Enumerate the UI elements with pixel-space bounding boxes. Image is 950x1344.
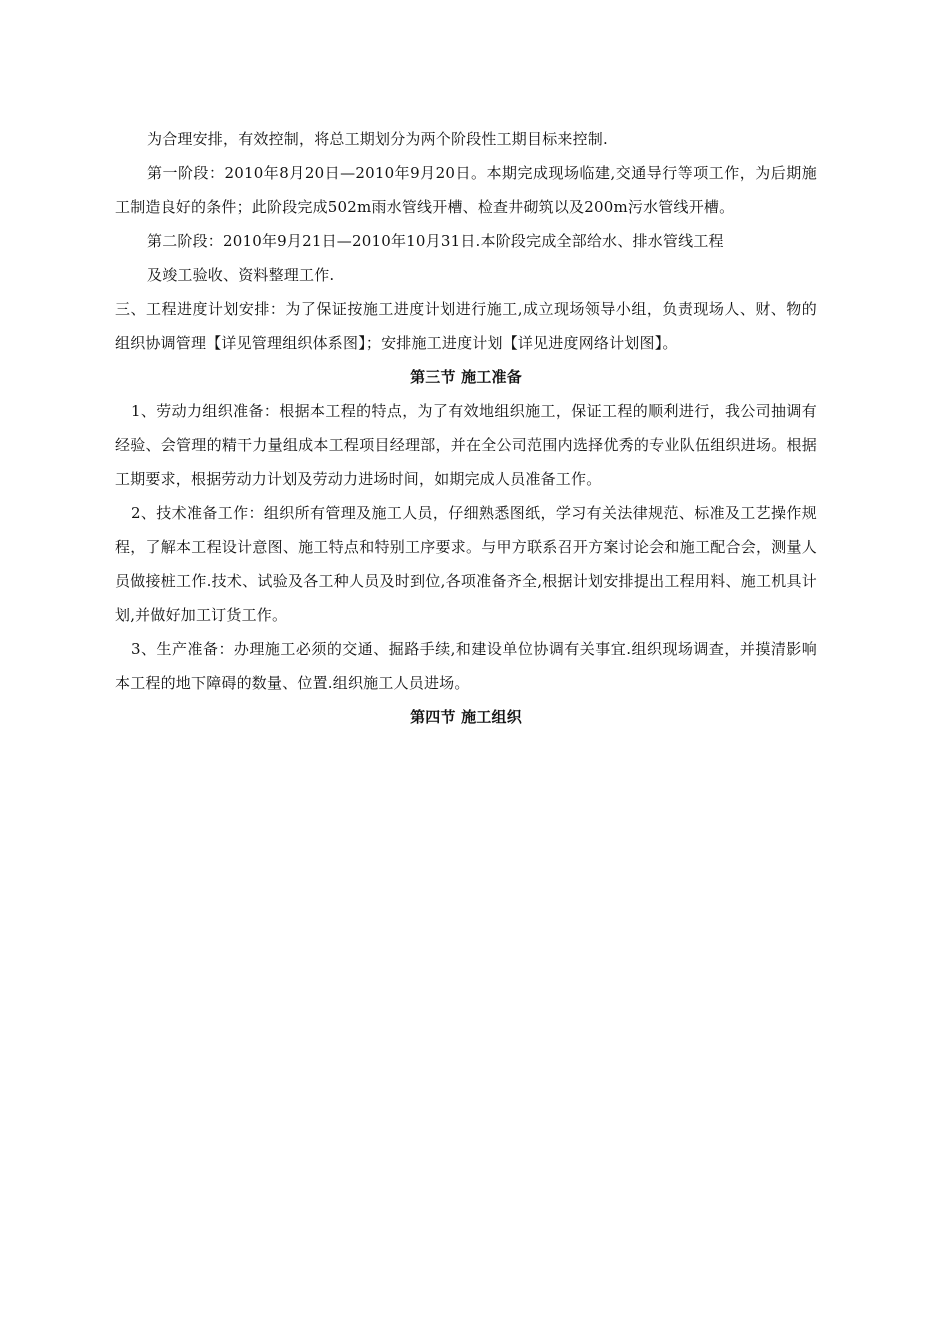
paragraph-labor-preparation: 1、劳动力组织准备：根据本工程的特点，为了有效地组织施工，保证工程的顺利进行，我公司抽调有经验、会管理的精干力量组成本工程项目经理部，并在全公司范围内选择优秀的专业队伍组织进场。根据工期要求，根据劳动力计划及劳动力进场时间，如期完成人员准备工作。 (115, 402, 817, 488)
paragraph-schedule-intro: 为合理安排，有效控制，将总工期划分为两个阶段性工期目标来控制. (147, 130, 608, 148)
document-body (115, 122, 817, 734)
paragraph-technical-preparation: 2、技术准备工作：组织所有管理及施工人员，仔细熟悉图纸，学习有关法律规范、标准及工艺操作规程，了解本工程设计意图、施工特点和特别工序要求。与甲方联系召开方案讨论会和施工配合会，测量人员做接桩工作.技术、试验及各工种人员及时到位,各项准备齐全,根据计划安排提出工程用料、施工机具计划,并做好加工订货工作。 (115, 504, 817, 624)
paragraph-phase-one: 第一阶段：2010年8月20日—2010年9月20日。本期完成现场临建,交通导行等项工作，为后期施工制造良好的条件；此阶段完成502m雨水管线开槽、检查井砌筑以及200m污水管线开槽。 (115, 164, 817, 216)
paragraph-phase-two-continued: 及竣工验收、资料整理工作. (147, 266, 335, 284)
paragraph-phase-two: 第二阶段：2010年9月21日—2010年10月31日.本阶段完成全部给水、排水管线工程 (147, 232, 724, 250)
paragraph-progress-plan: 三、工程进度计划安排：为了保证按施工进度计划进行施工,成立现场领导小组，负责现场人、财、物的组织协调管理【详见管理组织体系图】；安排施工进度计划【详见进度网络计划图】。 (115, 300, 817, 352)
section-heading-construction-organization: 第四节 施工组织 (410, 708, 522, 726)
paragraph-production-preparation: 3、生产准备：办理施工必须的交通、掘路手续,和建设单位协调有关事宜.组织现场调查，并摸清影响本工程的地下障碍的数量、位置.组织施工人员进场。 (115, 640, 817, 692)
section-heading-construction-preparation: 第三节 施工准备 (410, 368, 522, 386)
